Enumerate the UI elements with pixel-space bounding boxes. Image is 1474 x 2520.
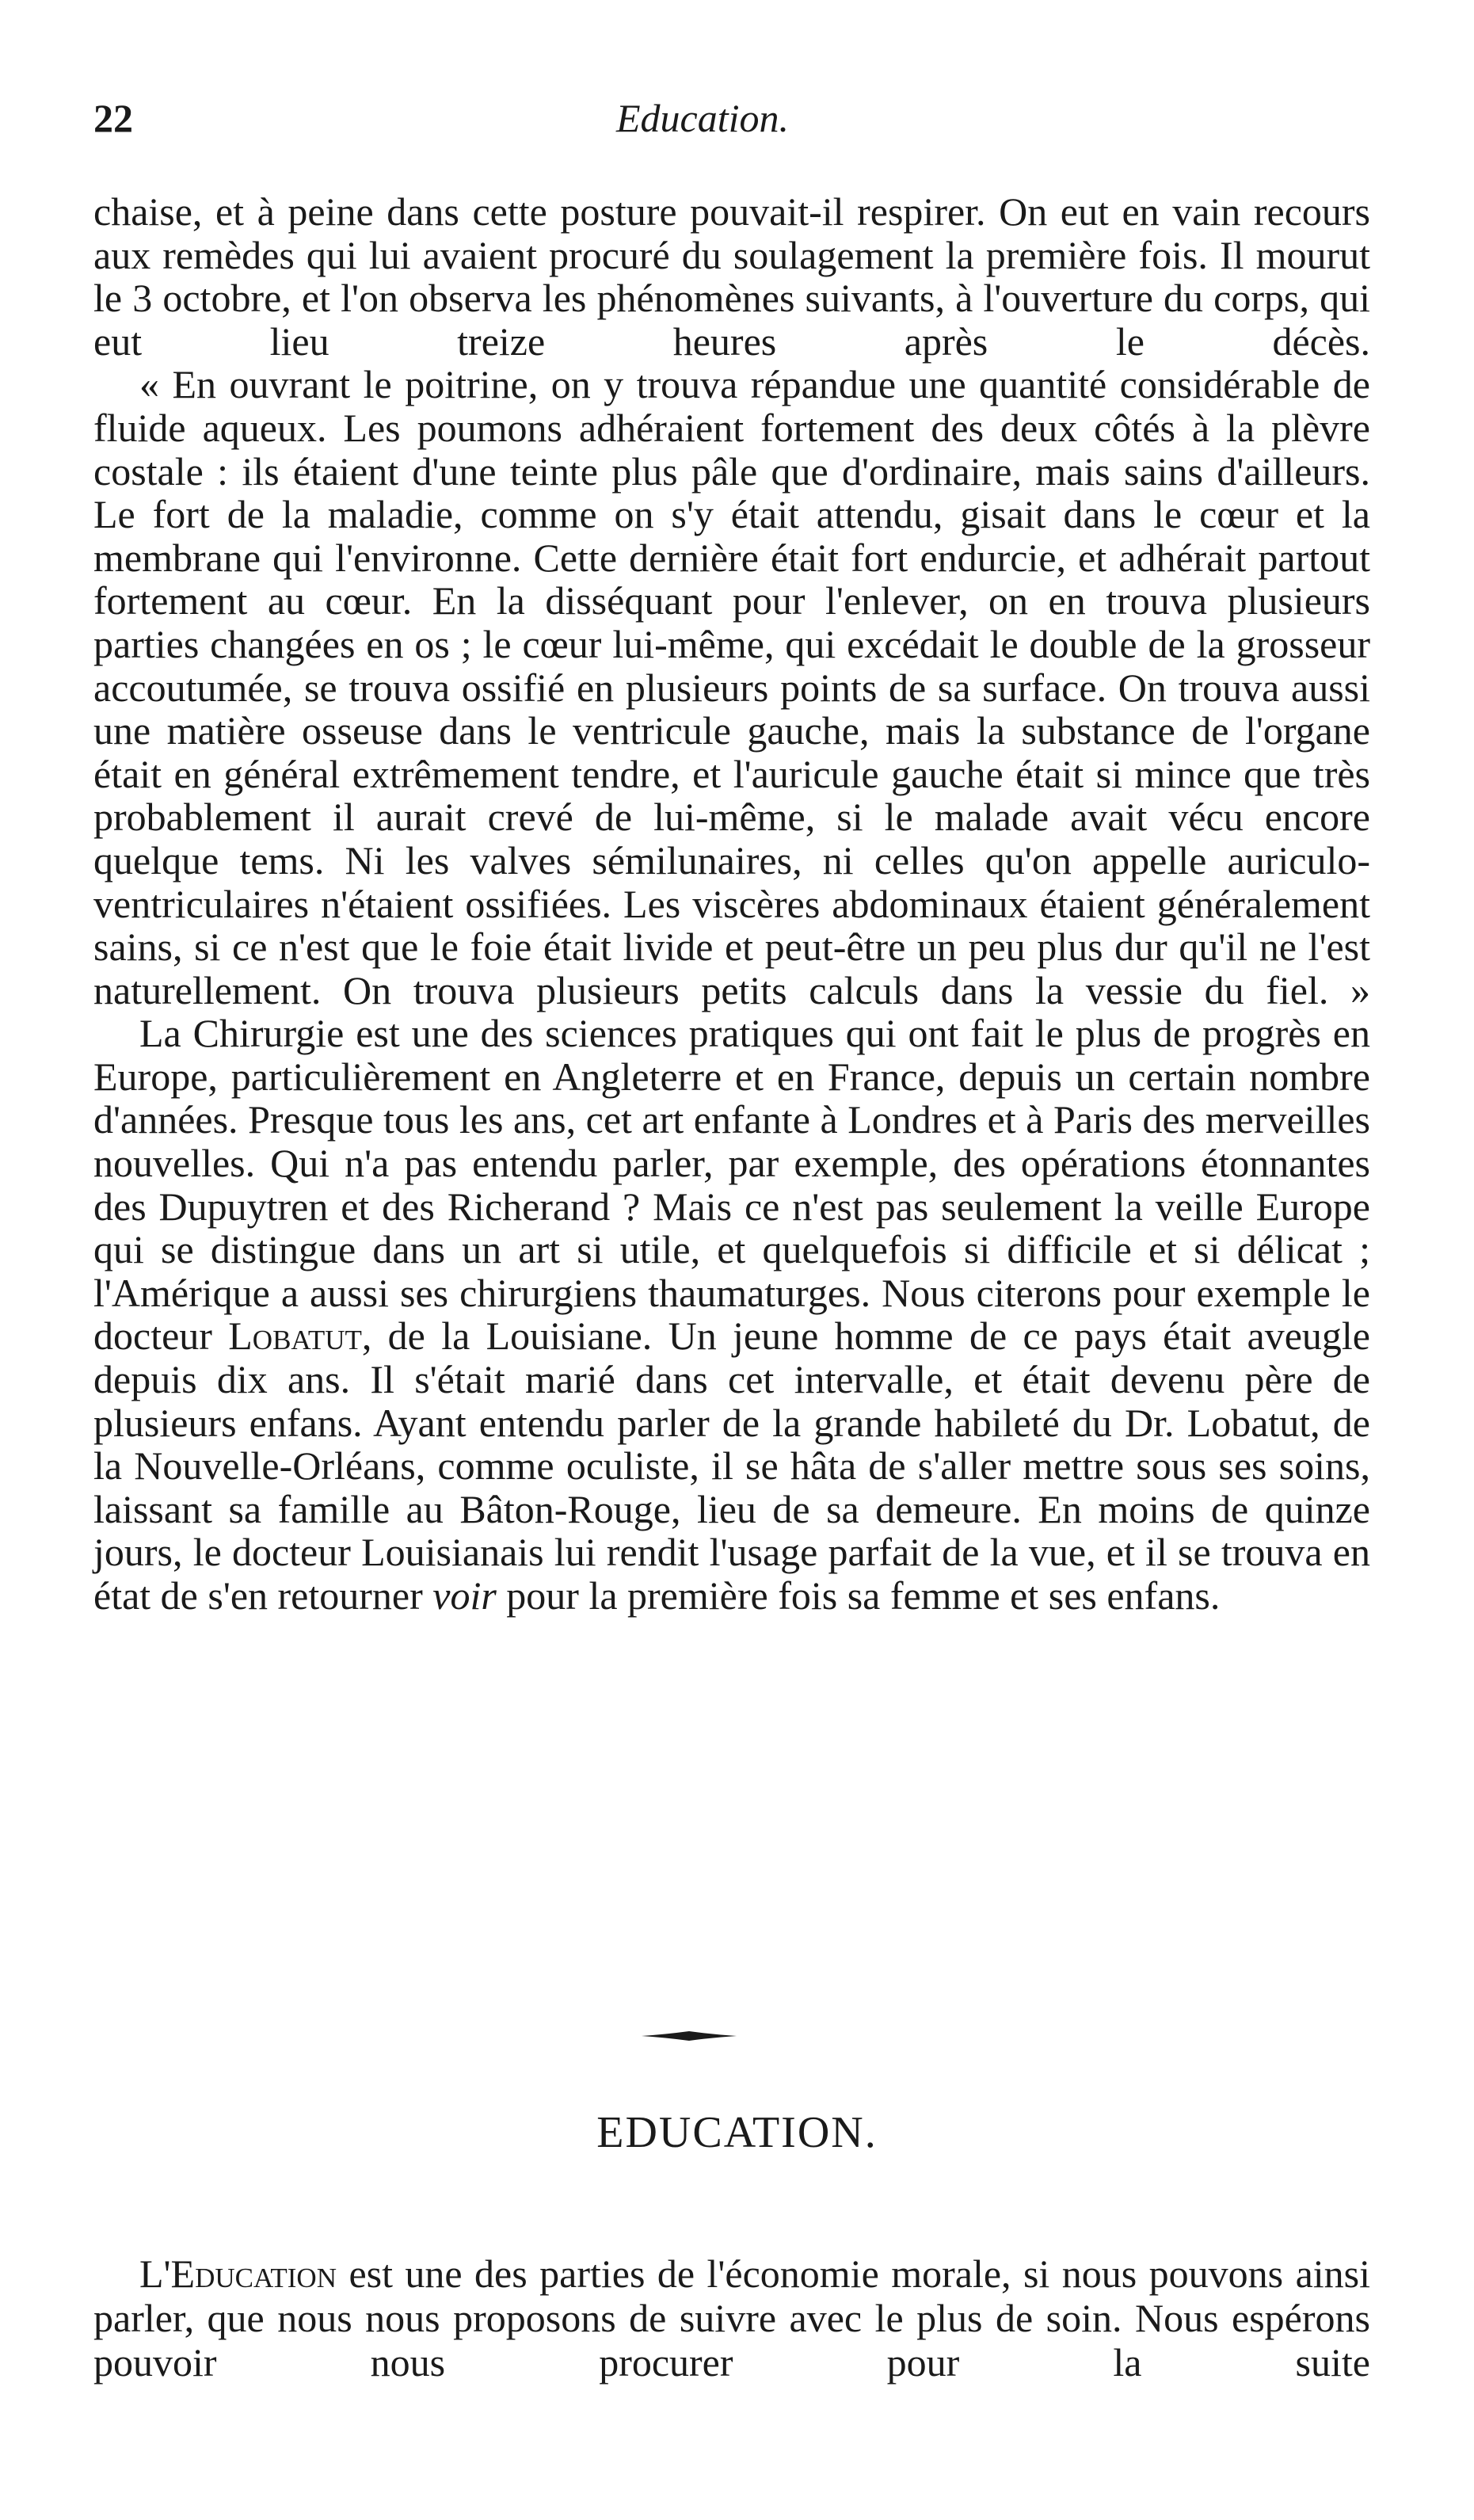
section-title: EDUCATION. [596,2108,878,2157]
section-paragraph [93,2251,1370,2385]
paragraph-continuation: chaise, et à peine dans cette posture pouvait-il respirer. On eut en vain recours aux remèdes qui lui avaient procuré du soulagement la première fois. Il mourut le 3 octobre, et l'on observa les phénomènes suivants, à l'ouverture du corps, qui eut lieu treize heures après le décès. [93,189,1370,364]
page-number: 22 [93,96,133,140]
italic-word: voir [432,1573,497,1618]
surgery-text-part2: , de la Louisiane. Un jeune homme de ce pays était aveugle depuis dix ans. Il s'était marié dans cet intervalle, et était devenu père de plusieurs enfans. Ayant entendu parler de la grande habileté du Dr. Lobatut, de la Nouvelle-Orléans, comme oculiste, il se hâta de s'aller mettre sous ses soins, laissant sa famille au Bâton-Rouge, lieu de sa demeure. En moins de quinze jours, le docteur Louisianais lui rendit l'usage parfait de la vue, et il se trouva en état de s'en retourner [93,1313,1371,1618]
surgery-text-part3: pour la première fois sa femme et ses enfans. [506,1573,1221,1618]
section-divider-ornament [642,2028,737,2044]
paragraph-surgery [93,1012,1370,1617]
doctor-name: Lobatut [228,1313,362,1359]
section-lead-word: L'Education [139,2251,337,2296]
paragraph-autopsy-quote: « En ouvrant le poitrine, on y trouva répandue une quantité considérable de fluide aqueux. Les poumons adhéraient fortement des deux côtés à la plèvre costale : ils étaient d'une teinte plus pâle que d'ordinaire, mais sains d'ailleurs. Le fort de la maladie, comme on s'y était attendu, gisait dans le cœur et la membrane qui l'environne. Cette dernière était fort endurcie, et adhérait partout fortement au cœur. En la disséquant pour l'enlever, on en trouva plusieurs parties changées en os ; le cœur lui-même, qui excédait le double de la grosseur accoutumée, se trouva ossifié en plusieurs points de sa surface. On trouva aussi une matière osseuse dans le ventricule gauche, mais la substance de l'organe était en général extrêmement tendre, et l'auricule gauche était si mince que très probablement il aurait crevé de lui-même, si le malade avait vécu encore quelque tems. Ni les valves sémilunaires, ni celles qu'on appelle auriculo-ventriculaires n'étaient ossifiées. Les viscères abdominaux étaient généralement sains, si ce n'est que le foie était livide et peut-être un peu plus dur qu'il ne l'est naturellement. On trouva plusieurs petits calculs dans la vessie du fiel. » [93,362,1370,1012]
section-paragraph-text: est une des parties de l'économie morale, si nous pouvons ainsi parler, que nous nous proposons de suivre avec le plus de soin. Nous espérons pouvoir nous procurer pour la suite [93,2251,1371,2385]
running-head: Education. [616,96,790,140]
page-header [93,95,1369,158]
section-body [93,2251,1370,2385]
body-text [93,190,1370,1618]
surgery-text-part1: La Chirurgie est une des sciences pratiques qui ont fait le plus de progrès en Europe, particulièrement en Angleterre et en France, depuis un certain nombre d'années. Presque tous les ans, cet art enfante à Londres et à Paris des merveilles nouvelles. Qui n'a pas entendu parler, par exemple, des opérations étonnantes des Dupuytren et des Richerand ? Mais ce n'est pas seulement la veille Europe qui se distingue dans un art si utile, et quelquefois si difficile et si délicat ; l'Amérique a aussi ses chirurgiens thaumaturges. Nous citerons pour exemple le docteur [93,1011,1370,1359]
